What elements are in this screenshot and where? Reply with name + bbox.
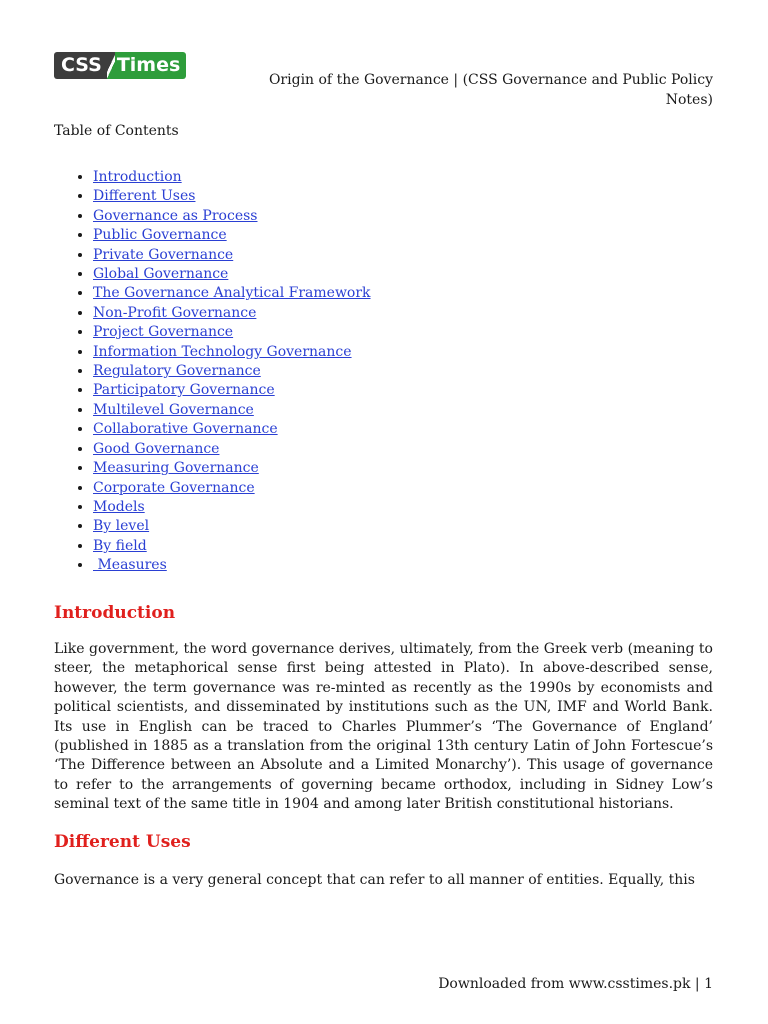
introduction-paragraph: Like government, the word governance derives, ultimately, from the Greek verb (meaning to steer, the metaphorical sense first being attested in Plato). In above-described sense, however, the term governance was re-minted as recently as the 1990s by economists and political scientists, and disseminated by institutions such as the UN, IMF and World Bank. Its use in English can be traced to Charles Plummer’s ‘The Governance of England’ (published in 1885 as a translation from the original 13th century Latin of John Fortescue’s ‘The Difference between an Absolute and a Limited Monarchy’). This usage of governance to refer to the arrangements of governing became orthodox, including in Sidney Low’s seminal text of the same title in 1904 and among later British constitutional historians.	[54, 641, 713, 813]
toc-item	[93, 479, 371, 498]
section-heading-introduction: Introduction	[54, 603, 176, 623]
logo-css-text: CSS	[54, 52, 107, 79]
toc-link-by-level[interactable]: By level	[93, 518, 150, 535]
toc-link-introduction[interactable]: Introduction	[93, 169, 182, 185]
logo-times-text: Times	[115, 52, 186, 79]
toc-item	[93, 362, 371, 381]
toc-item	[93, 246, 371, 265]
toc-item	[93, 265, 371, 284]
toc-item	[93, 187, 371, 206]
toc-link-multilevel-governance[interactable]: Multilevel Governance	[93, 401, 254, 418]
toc-list	[54, 168, 371, 576]
toc-link-public-governance[interactable]: Public Governance	[93, 227, 227, 244]
toc-link-models[interactable]: Models	[93, 498, 145, 515]
toc-heading: Table of Contents	[54, 123, 179, 139]
toc-item	[93, 207, 371, 226]
toc-item	[93, 459, 371, 478]
toc-link-different-uses[interactable]: Different Uses	[93, 188, 196, 205]
toc-item	[93, 401, 371, 420]
toc-item	[93, 284, 371, 303]
toc-link-measures[interactable]: Measures	[93, 557, 167, 574]
csstimes-logo	[54, 52, 186, 79]
page-footer: Downloaded from www.csstimes.pk | 1	[438, 976, 713, 992]
toc-item	[93, 498, 371, 517]
different-uses-paragraph: Governance is a very general concept that can refer to all manner of entities. Equally, this	[54, 872, 695, 888]
toc-item	[93, 381, 371, 400]
toc-item	[93, 517, 371, 536]
toc-link-corporate-governance[interactable]: Corporate Governance	[93, 479, 255, 496]
toc-link-measuring-governance[interactable]: Measuring Governance	[93, 460, 259, 477]
toc-link-project-governance[interactable]: Project Governance	[93, 324, 234, 341]
toc-link-governance-as-process[interactable]: Governance as Process	[93, 207, 258, 224]
toc-link-by-field[interactable]: By field	[93, 537, 147, 554]
toc-link-it-governance[interactable]: Information Technology Governance	[93, 343, 352, 360]
toc-link-participatory-governance[interactable]: Participatory Governance	[93, 382, 275, 399]
toc-item	[93, 343, 371, 362]
toc-item	[93, 304, 371, 323]
toc-item	[93, 440, 371, 459]
toc-link-global-governance[interactable]: Global Governance	[93, 266, 229, 283]
section-heading-different-uses: Different Uses	[54, 832, 191, 852]
toc-link-private-governance[interactable]: Private Governance	[93, 246, 234, 263]
toc-item	[93, 420, 371, 439]
document-title: Origin of the Governance | (CSS Governance and Public Policy Notes)	[268, 72, 713, 108]
toc-item	[93, 168, 371, 187]
toc-link-collaborative-governance[interactable]: Collaborative Governance	[93, 421, 278, 438]
toc-link-regulatory-governance[interactable]: Regulatory Governance	[93, 363, 261, 380]
logo-slash	[107, 52, 115, 79]
toc-item	[93, 226, 371, 245]
toc-link-governance-analytical-framework[interactable]: The Governance Analytical Framework	[93, 285, 371, 302]
toc-item	[93, 537, 371, 556]
toc-link-good-governance[interactable]: Good Governance	[93, 440, 220, 457]
toc-link-non-profit-governance[interactable]: Non-Profit Governance	[93, 304, 257, 321]
toc-item	[93, 323, 371, 342]
toc-item	[93, 556, 371, 575]
